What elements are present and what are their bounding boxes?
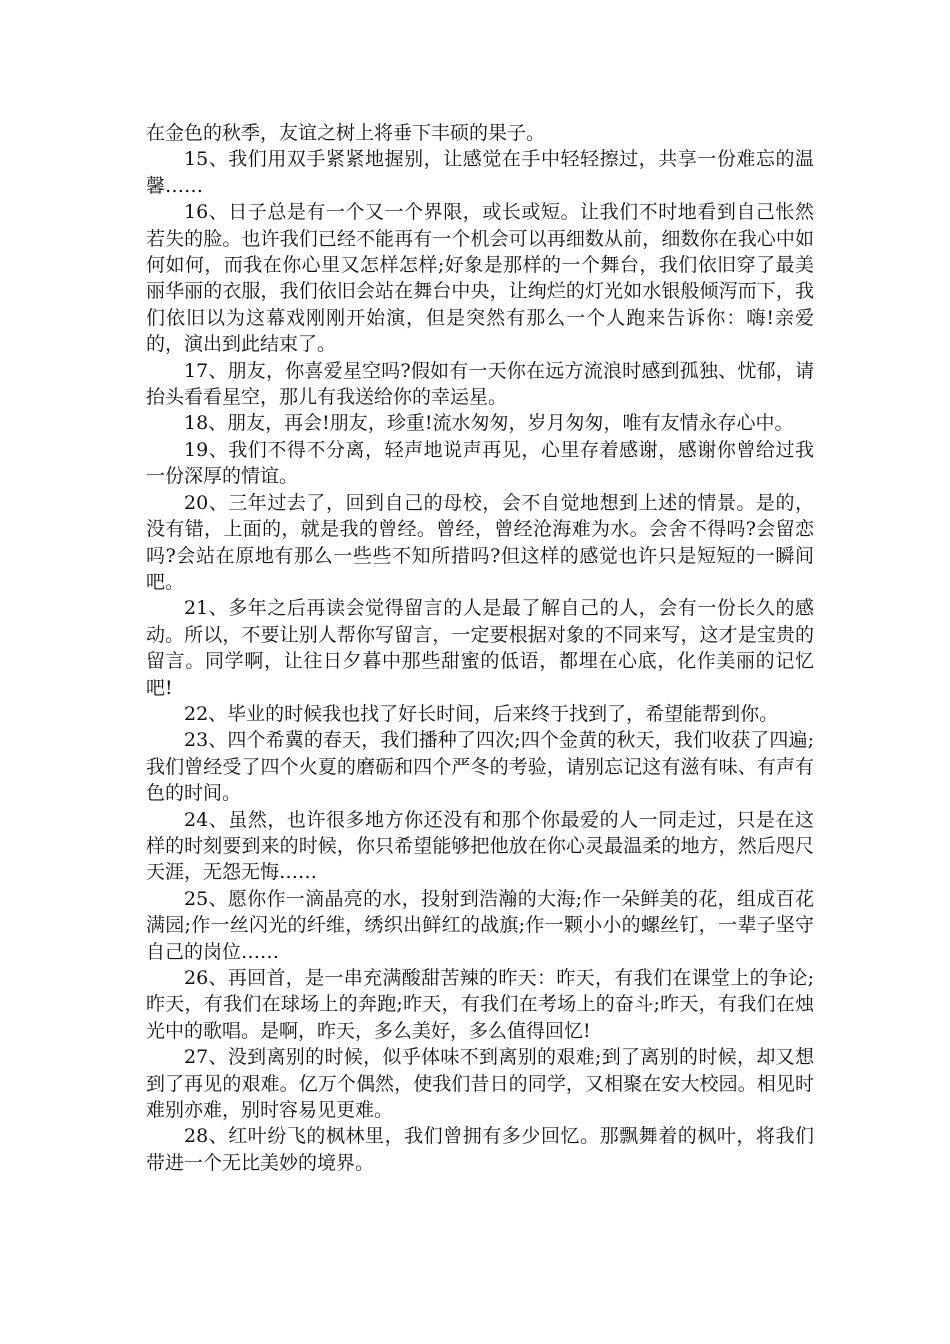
paragraph-27: 27、没到离别的时候，似乎体味不到离别的艰难;到了离别的时候，却又想到了再见的艰难。亿万个偶然，使我们昔日的同学，又相聚在安大校园。相见时难别亦难，别时容易见更难。 [146,1046,814,1122]
paragraph-24: 24、虽然，也许很多地方你还没有和那个你最爱的人一同走过，只是在这样的时刻要到来的时候，你只希望能够把他放在你心灵最温柔的地方，然后咫尺天涯，无怨无悔…… [146,808,814,884]
paragraph-19: 19、我们不得不分离，轻声地说声再见，心里存着感谢，感谢你曾给过我一份深厚的情谊。 [146,438,814,488]
paragraph-continuation: 在金色的秋季，友谊之树上将垂下丰硕的果子。 [146,122,546,144]
paragraph-28: 28、红叶纷飞的枫林里，我们曾拥有多少回忆。那飘舞着的枫叶，将我们带进一个无比美妙的境界。 [146,1125,814,1174]
paragraph-21: 21、多年之后再读会觉得留言的人是最了解自己的人，会有一份长久的感动。所以，不要让别人帮你写留言，一定要根据对象的不同来写，这才是宝贵的留言。同学啊，让往日夕暮中那些甜蜜的低语，都埋在心底，化作美丽的记忆吧! [146,597,814,699]
paragraph-17: 17、朋友，你喜爱星空吗?假如有一天你在远方流浪时感到孤独、忧郁，请抬头看看星空，那儿有我送给你的幸运星。 [146,359,814,409]
paragraph-23: 23、四个希冀的春天，我们播种了四次;四个金黄的秋天，我们收获了四遍;我们曾经受了四个火夏的磨砺和四个严冬的考验，请别忘记这有滋有味、有声有色的时间。 [146,729,814,805]
paragraph-25: 25、愿你作一滴晶亮的水，投射到浩瀚的大海;作一朵鲜美的花，组成百花满园;作一丝闪光的纤维，绣织出鲜红的战旗;作一颗小小的螺丝钉，一辈子坚守自己的岗位…… [146,887,814,963]
paragraph-18: 18、朋友，再会!朋友，珍重!流水匆匆，岁月匆匆，唯有友情永存心中。 [184,412,794,435]
paragraph-16: 16、日子总是有一个又一个界限，或长或短。让我们不时地看到自己怅然若失的脸。也许我们已经不能再有一个机会可以再细数从前，细数你在我心中如何如何，而我在你心里又怎样怎样;好象是那样的一个舞台，我们依旧穿了最美丽华丽的衣服，我们依旧会站在舞台中央，让绚烂的灯光如水银般倾泻而下，我们依旧以为这幕戏刚刚开始演，但是突然有那么一个人跑来告诉你：嗨!亲爱的，演出到此结束了。 [146,201,814,356]
paragraph-22: 22、毕业的时候我也找了好长时间，后来终于找到了，希望能帮到你。 [184,702,779,725]
paragraph-15: 15、我们用双手紧紧地握别，让感觉在手中轻轻擦过，共享一份难忘的温馨…… [146,148,814,197]
document-page [146,120,814,1176]
paragraph-26: 26、再回首，是一串充满酸甜苦辣的昨天：昨天，有我们在课堂上的争论;昨天，有我们在球场上的奔跑;昨天，有我们在考场上的奋斗;昨天，有我们在烛光中的歌唱。是啊，昨天，多么美好，多么值得回忆! [146,967,814,1042]
paragraph-20: 20、三年过去了，回到自己的母校，会不自觉地想到上述的情景。是的，没有错，上面的，就是我的曾经。曾经，曾经沧海难为水。会舍不得吗?会留恋吗?会站在原地有那么一些些不知所措吗?但这样的感觉也许只是短短的一瞬间吧。 [146,491,814,593]
